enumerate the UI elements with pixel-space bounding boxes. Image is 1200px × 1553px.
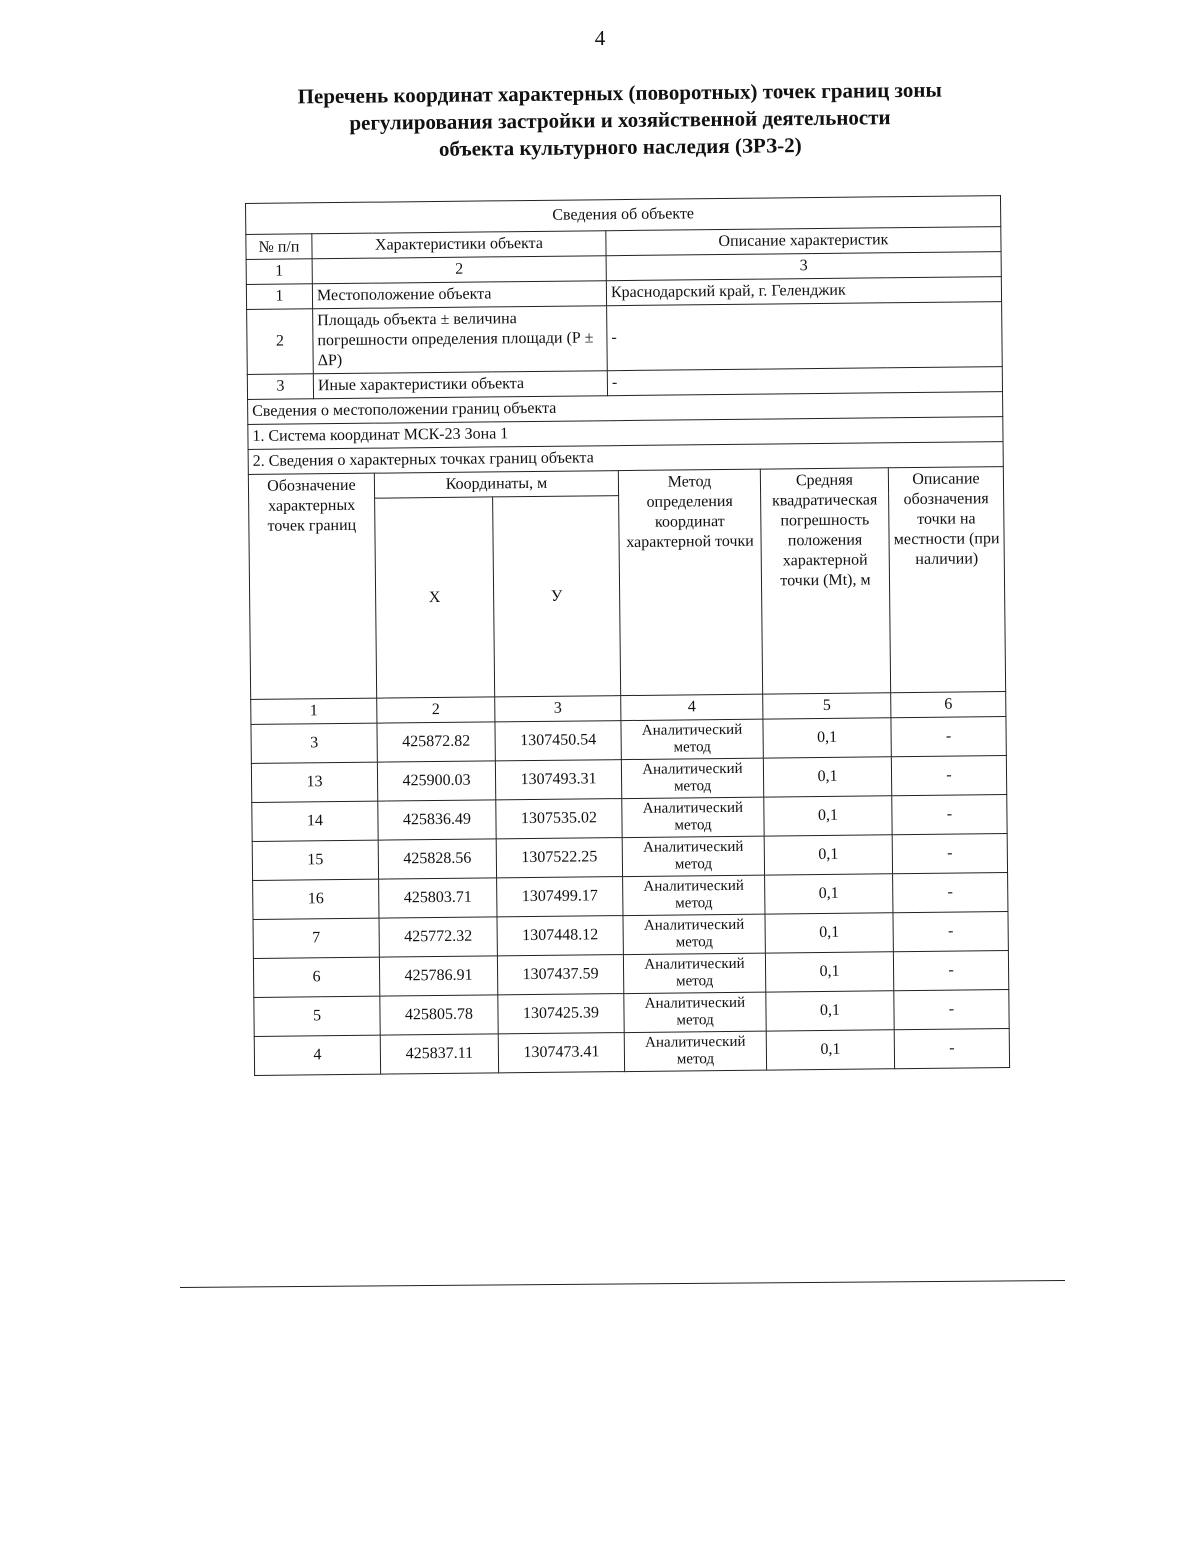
column-header-coords: Координаты, м xyxy=(374,471,618,499)
point-id-cell: 6 xyxy=(253,957,379,997)
coord-y-cell: 1307425.39 xyxy=(498,994,624,1034)
column-header-num: № п/п xyxy=(246,234,312,260)
coord-x-cell: 425803.71 xyxy=(379,878,497,918)
coord-x-cell: 425805.78 xyxy=(380,995,498,1035)
row-num: 1 xyxy=(246,284,312,310)
coord-x-cell: 425828.56 xyxy=(378,839,496,879)
footer-rule xyxy=(180,1280,1065,1288)
coord-y-cell: 1307522.25 xyxy=(496,838,622,878)
index-cell: 3 xyxy=(606,252,1001,281)
index-cell: 6 xyxy=(891,692,1006,718)
point-description-cell: - xyxy=(894,990,1009,1030)
characteristic-cell: Иные характеристики объекта xyxy=(313,371,607,399)
column-header-description: Описание характеристик xyxy=(606,227,1001,256)
coordinate-system: 1. Система координат МСК-23 Зона 1 xyxy=(248,417,1003,450)
coord-x-cell: 425900.03 xyxy=(377,761,495,801)
characteristic-cell: Местоположение объекта xyxy=(312,281,606,309)
title-line: Перечень координат характерных (поворотных) точек границ зоны xyxy=(297,77,942,109)
page-number: 4 xyxy=(594,26,606,50)
point-description-cell: - xyxy=(893,912,1008,952)
point-description-cell: - xyxy=(891,717,1006,757)
error-cell: 0,1 xyxy=(764,835,892,875)
method-cell: Аналитический метод xyxy=(624,992,766,1032)
index-cell: 2 xyxy=(312,256,606,284)
point-id-cell: 15 xyxy=(252,840,378,880)
column-header-x: X xyxy=(375,497,495,698)
coord-y-cell: 1307473.41 xyxy=(498,1033,624,1073)
error-cell: 0,1 xyxy=(766,1030,894,1070)
point-id-cell: 7 xyxy=(253,918,379,958)
index-cell: 4 xyxy=(621,694,763,720)
point-description-cell: - xyxy=(893,873,1008,913)
method-cell: Аналитический метод xyxy=(624,1031,766,1071)
error-cell: 0,1 xyxy=(765,952,893,992)
point-description-cell: - xyxy=(892,795,1007,835)
point-description-cell: - xyxy=(894,1029,1009,1069)
coord-x-cell: 425836.49 xyxy=(378,800,496,840)
point-description-cell: - xyxy=(892,834,1007,874)
index-cell: 5 xyxy=(763,693,891,719)
point-description-cell: - xyxy=(893,951,1008,991)
characteristic-cell: Площадь объекта ± величина погрешности определения площади (Р ± ΔР) xyxy=(313,306,608,374)
point-id-cell: 14 xyxy=(252,801,378,841)
row-num: 3 xyxy=(247,374,313,400)
point-description-cell: - xyxy=(891,756,1006,796)
error-cell: 0,1 xyxy=(763,757,891,797)
title-line: объекта культурного наследия (ЗРЗ-2) xyxy=(438,133,802,161)
point-id-cell: 4 xyxy=(254,1035,380,1075)
row-num: 2 xyxy=(247,309,314,375)
column-header-point-description: Описание обозначения точки на местности (при наличии) xyxy=(888,467,1005,693)
point-id-cell: 13 xyxy=(251,762,377,802)
coord-y-cell: 1307535.02 xyxy=(496,799,622,839)
error-cell: 0,1 xyxy=(766,991,894,1031)
column-header-designation: Обозначение характерных точек границ xyxy=(248,473,376,699)
column-header-y: У xyxy=(493,496,621,697)
coord-x-cell: 425872.82 xyxy=(377,722,495,762)
coord-y-cell: 1307437.59 xyxy=(497,955,623,995)
error-cell: 0,1 xyxy=(765,913,893,953)
coord-y-cell: 1307499.17 xyxy=(497,877,623,917)
method-cell: Аналитический метод xyxy=(623,953,765,993)
description-cell: - xyxy=(607,302,1003,371)
column-header-error: Средняя квадратическая погрешность положения характерной точки (Mt), м xyxy=(760,468,890,694)
coord-y-cell: 1307448.12 xyxy=(497,916,623,956)
coord-x-cell: 425786.91 xyxy=(379,956,497,996)
column-header-characteristic: Характеристики объекта xyxy=(312,231,606,259)
description-cell: - xyxy=(607,367,1002,396)
document-title xyxy=(240,76,1001,165)
column-header-method: Метод определения координат характерной точки xyxy=(618,469,762,695)
coordinates-table xyxy=(245,195,1010,1076)
table-row xyxy=(254,1029,1009,1076)
coord-y-cell: 1307493.31 xyxy=(495,760,621,800)
error-cell: 0,1 xyxy=(764,796,892,836)
method-cell: Аналитический метод xyxy=(622,797,764,837)
point-id-cell: 16 xyxy=(253,879,379,919)
method-cell: Аналитический метод xyxy=(622,836,764,876)
points-header: 2. Сведения о характерных точках границ объекта xyxy=(248,442,1003,475)
index-cell: 1 xyxy=(246,259,312,285)
method-cell: Аналитический метод xyxy=(621,719,763,759)
error-cell: 0,1 xyxy=(763,718,891,758)
method-cell: Аналитический метод xyxy=(623,875,765,915)
object-info-header: Сведения об объекте xyxy=(246,196,1001,235)
point-id-cell: 3 xyxy=(251,723,377,763)
index-cell: 3 xyxy=(495,696,621,722)
index-cell: 2 xyxy=(377,697,495,723)
coord-y-cell: 1307450.54 xyxy=(495,721,621,761)
title-line: регулирования застройки и хозяйственной деятельности xyxy=(349,105,891,135)
description-cell: Краснодарский край, г. Геленджик xyxy=(606,277,1001,306)
method-cell: Аналитический метод xyxy=(621,758,763,798)
boundaries-header: Сведения о местоположении границ объекта xyxy=(248,392,1003,425)
point-id-cell: 5 xyxy=(254,996,380,1036)
error-cell: 0,1 xyxy=(765,874,893,914)
method-cell: Аналитический метод xyxy=(623,914,765,954)
coord-x-cell: 425837.11 xyxy=(380,1034,498,1074)
coord-x-cell: 425772.32 xyxy=(379,917,497,957)
index-cell: 1 xyxy=(251,698,377,724)
